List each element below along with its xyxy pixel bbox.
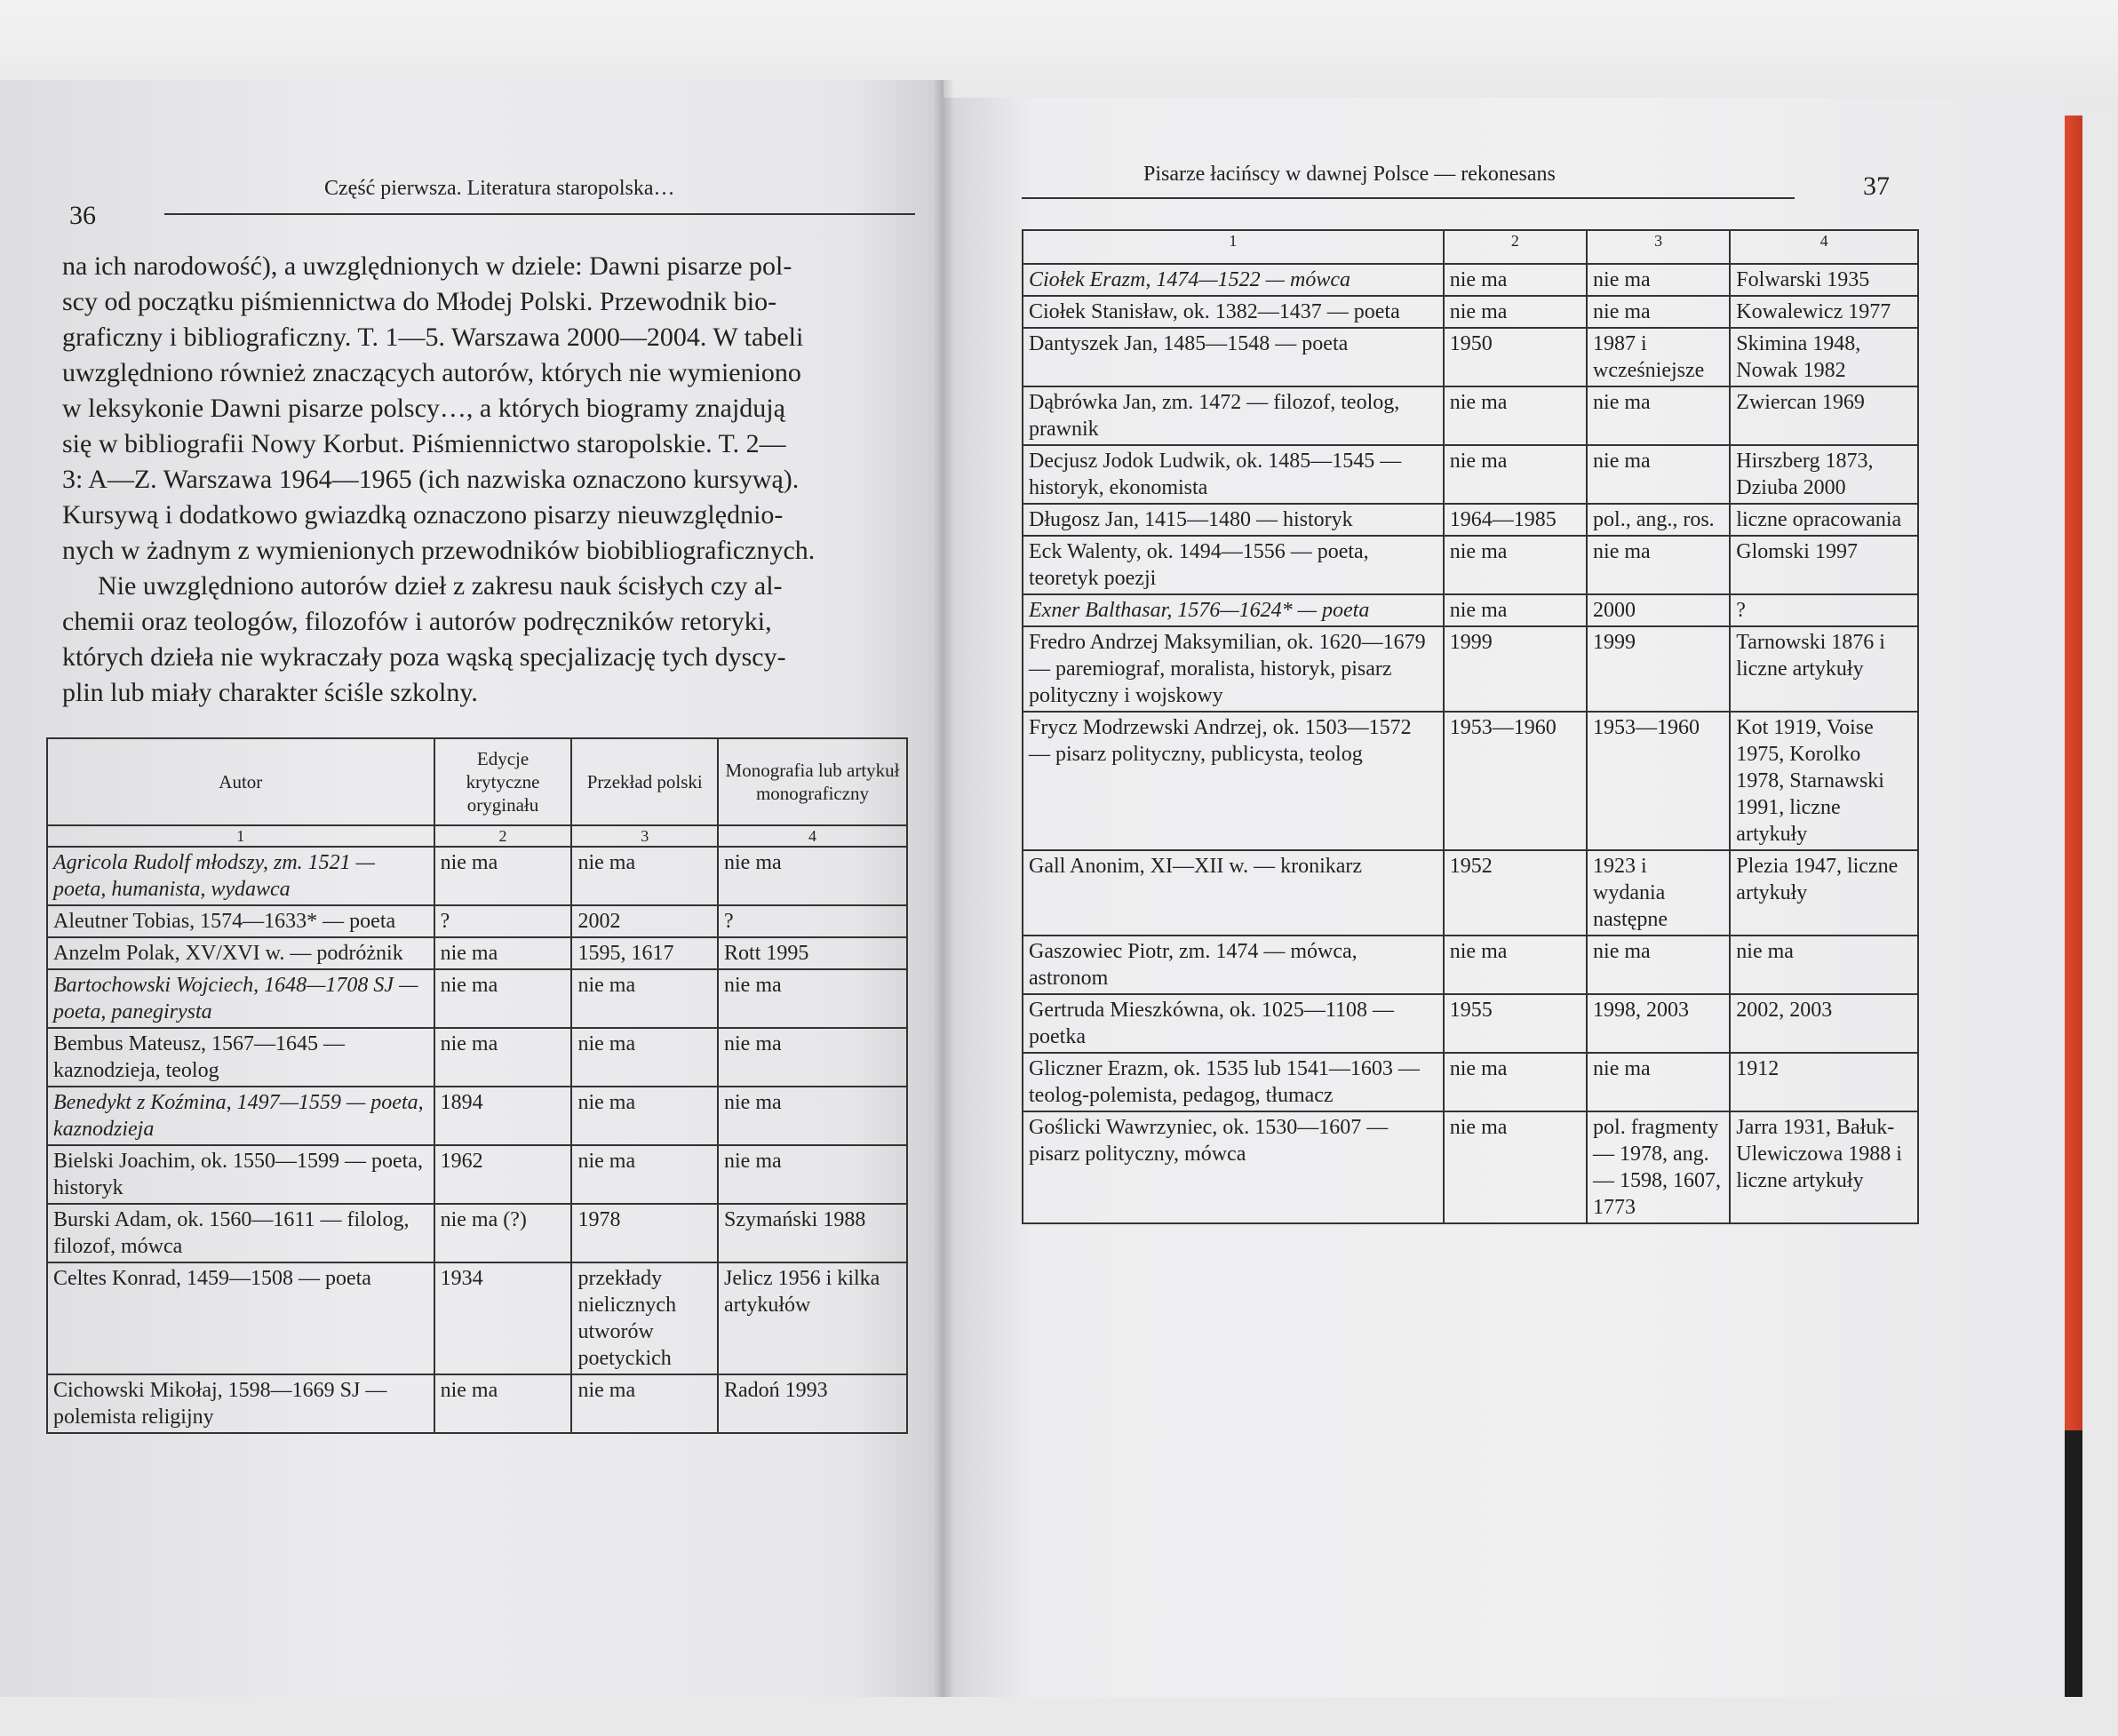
critical-edition-cell: nie ma (1444, 1111, 1587, 1223)
table-row (47, 1145, 907, 1204)
table-row (47, 1204, 907, 1262)
critical-edition-cell: nie ma (1444, 594, 1587, 626)
table-row (47, 937, 907, 969)
author-cell: Bielski Joachim, ok. 1550—1599 — poeta, historyk (47, 1145, 434, 1204)
monograph-cell: Plezia 1947, liczne artykuły (1730, 850, 1918, 936)
column-number: 4 (1730, 230, 1918, 264)
critical-edition-cell: nie ma (1444, 536, 1587, 594)
header-monograph: Monografia lub artykuł monograficzny (718, 738, 907, 825)
table-row (47, 1374, 907, 1433)
monograph-cell: nie ma (718, 1145, 907, 1204)
translation-cell: przekłady nielicznych utworów poetyckich (571, 1262, 718, 1374)
critical-edition-cell: nie ma (434, 937, 572, 969)
translation-cell: nie ma (571, 1145, 718, 1204)
author-cell: Goślicki Wawrzyniec, ok. 1530—1607 — pisarz polityczny, mówca (1023, 1111, 1444, 1223)
author-cell: Exner Balthasar, 1576—1624* — poeta (1023, 594, 1444, 626)
monograph-cell: Zwiercan 1969 (1730, 386, 1918, 445)
author-cell: Ciołek Stanisław, ok. 1382—1437 — poeta (1023, 296, 1444, 328)
table-row (1023, 504, 1918, 536)
critical-edition-cell: nie ma (434, 1028, 572, 1087)
column-number: 1 (47, 825, 434, 847)
monograph-cell: Kowalewicz 1977 (1730, 296, 1918, 328)
column-number: 2 (434, 825, 572, 847)
author-cell: Anzelm Polak, XV/XVI w. — podróżnik (47, 937, 434, 969)
column-number: 4 (718, 825, 907, 847)
table-row (1023, 712, 1918, 850)
translation-cell: nie ma (1587, 1053, 1730, 1111)
paragraph-line: się w bibliografii Nowy Korbut. Piśmiennictwo staropolskie. T. 2— (62, 429, 786, 458)
critical-edition-cell: 1952 (1444, 850, 1587, 936)
left-authors-table (46, 737, 908, 1434)
monograph-cell: Rott 1995 (718, 937, 907, 969)
column-number: 3 (571, 825, 718, 847)
critical-edition-cell: 1962 (434, 1145, 572, 1204)
monograph-cell: Jarra 1931, Bałuk-Ulewiczowa 1988 i liczne artykuły (1730, 1111, 1918, 1223)
critical-edition-cell: nie ma (434, 1374, 572, 1433)
translation-cell: nie ma (571, 969, 718, 1028)
table-row (1023, 1111, 1918, 1223)
paragraph-line: graficzny i bibliograficzny. T. 1—5. Warszawa 2000—2004. W tabeli (62, 323, 804, 352)
book-spine (933, 80, 954, 1697)
table-row (47, 1087, 907, 1145)
paragraph-line: których dzieła nie wykraczały poza wąską specjalizację tych dyscy- (62, 642, 786, 672)
author-cell: Dąbrówka Jan, zm. 1472 — filozof, teolog, prawnik (1023, 386, 1444, 445)
table-row (1023, 264, 1918, 296)
translation-cell: nie ma (571, 847, 718, 905)
paragraph-line: 3: A—Z. Warszawa 1964—1965 (ich nazwiska oznaczono kursywą). (62, 465, 800, 494)
author-cell: Burski Adam, ok. 1560—1611 — filolog, filozof, mówca (47, 1204, 434, 1262)
critical-edition-cell: 1894 (434, 1087, 572, 1145)
critical-edition-cell: nie ma (1444, 296, 1587, 328)
critical-edition-cell: nie ma (1444, 936, 1587, 994)
monograph-cell: Glomski 1997 (1730, 536, 1918, 594)
header-author: Autor (47, 738, 434, 825)
author-cell: Gertruda Mieszkówna, ok. 1025—1108 — poetka (1023, 994, 1444, 1053)
monograph-cell: nie ma (1730, 936, 1918, 994)
column-number-row (47, 825, 907, 847)
monograph-cell: 1912 (1730, 1053, 1918, 1111)
critical-edition-cell: nie ma (1444, 386, 1587, 445)
paragraph-line: Kursywą i dodatkowo gwiazdką oznaczono pisarzy nieuwzględnio- (62, 500, 784, 530)
translation-cell: nie ma (1587, 936, 1730, 994)
column-number: 1 (1023, 230, 1444, 264)
table-row (1023, 536, 1918, 594)
paragraph-line: nych w żadnym z wymienionych przewodników biobibliograficznych. (62, 536, 816, 565)
monograph-cell: nie ma (718, 847, 907, 905)
critical-edition-cell: 1964—1985 (1444, 504, 1587, 536)
translation-cell: nie ma (571, 1028, 718, 1087)
author-cell: Aleutner Tobias, 1574—1633* — poeta (47, 905, 434, 937)
translation-cell: 1953—1960 (1587, 712, 1730, 850)
table-row (1023, 594, 1918, 626)
critical-edition-cell: nie ma (1444, 1053, 1587, 1111)
translation-cell: 1923 i wydania następne (1587, 850, 1730, 936)
critical-edition-cell: 1999 (1444, 626, 1587, 712)
monograph-cell: Jelicz 1956 i kilka artykułów (718, 1262, 907, 1374)
translation-cell: 2000 (1587, 594, 1730, 626)
critical-edition-cell: 1955 (1444, 994, 1587, 1053)
critical-edition-cell: 1934 (434, 1262, 572, 1374)
critical-edition-cell: 1950 (1444, 328, 1587, 386)
critical-edition-cell: nie ma (1444, 445, 1587, 504)
critical-edition-cell: nie ma (?) (434, 1204, 572, 1262)
translation-cell: nie ma (1587, 386, 1730, 445)
right-header-rule (1022, 197, 1795, 199)
author-cell: Długosz Jan, 1415—1480 — historyk (1023, 504, 1444, 536)
author-cell: Benedykt z Koźmina, 1497—1559 — poeta, kaznodzieja (47, 1087, 434, 1145)
body-paragraph (62, 249, 933, 711)
monograph-cell: 2002, 2003 (1730, 994, 1918, 1053)
critical-edition-cell: nie ma (434, 969, 572, 1028)
translation-cell: nie ma (1587, 264, 1730, 296)
monograph-cell: nie ma (718, 1028, 907, 1087)
left-running-head: Część pierwsza. Literatura staropolska… (324, 177, 675, 200)
table-row (1023, 994, 1918, 1053)
translation-cell: pol. fragmenty — 1978, ang. — 1598, 1607, 1773 (1587, 1111, 1730, 1223)
table-row (1023, 1053, 1918, 1111)
critical-edition-cell: nie ma (434, 847, 572, 905)
author-cell: Bartochowski Wojciech, 1648—1708 SJ — poeta, panegirysta (47, 969, 434, 1028)
monograph-cell: Kot 1919, Voise 1975, Korolko 1978, Starnawski 1991, liczne artykuły (1730, 712, 1918, 850)
translation-cell: pol., ang., ros. (1587, 504, 1730, 536)
translation-cell: nie ma (1587, 445, 1730, 504)
paragraph-line: Nie uwzględniono autorów dzieł z zakresu nauk ścisłych czy al- (98, 571, 783, 601)
translation-cell: 1595, 1617 (571, 937, 718, 969)
paragraph-line: na ich narodowość), a uwzględnionych w dziele: Dawni pisarze pol- (62, 251, 792, 281)
author-cell: Agricola Rudolf młodszy, zm. 1521 — poeta, humanista, wydawca (47, 847, 434, 905)
right-page-number: 37 (1863, 171, 1890, 201)
table-row (47, 969, 907, 1028)
monograph-cell: Tarnowski 1876 i liczne artykuły (1730, 626, 1918, 712)
table-row (47, 1028, 907, 1087)
translation-cell: 2002 (571, 905, 718, 937)
paragraph-line: uwzględniono również znaczących autorów, których nie wymieniono (62, 358, 801, 387)
author-cell: Gliczner Erazm, ok. 1535 lub 1541—1603 — teolog-polemista, pedagog, tłumacz (1023, 1053, 1444, 1111)
table-row (47, 1262, 907, 1374)
author-cell: Gaszowiec Piotr, zm. 1474 — mówca, astronom (1023, 936, 1444, 994)
translation-cell: nie ma (571, 1374, 718, 1433)
author-cell: Eck Walenty, ok. 1494—1556 — poeta, teoretyk poezji (1023, 536, 1444, 594)
author-cell: Gall Anonim, XI—XII w. — kronikarz (1023, 850, 1444, 936)
column-number-row (1023, 230, 1918, 264)
monograph-cell: Radoń 1993 (718, 1374, 907, 1433)
author-cell: Ciołek Erazm, 1474—1522 — mówca (1023, 264, 1444, 296)
author-cell: Bembus Mateusz, 1567—1645 — kaznodzieja, teolog (47, 1028, 434, 1087)
table-row (1023, 445, 1918, 504)
monograph-cell: nie ma (718, 1087, 907, 1145)
monograph-cell: Folwarski 1935 (1730, 264, 1918, 296)
translation-cell: nie ma (1587, 296, 1730, 328)
paragraph-line: scy od początku piśmiennictwa do Młodej Polski. Przewodnik bio- (62, 287, 777, 316)
translation-cell: nie ma (571, 1087, 718, 1145)
left-page-number: 36 (69, 201, 96, 230)
table-row (47, 847, 907, 905)
translation-cell: 1998, 2003 (1587, 994, 1730, 1053)
author-cell: Fredro Andrzej Maksymilian, ok. 1620—1679 — paremiograf, moralista, historyk, pisarz polityczny i wojskowy (1023, 626, 1444, 712)
paragraph-line: chemii oraz teologów, filozofów i autorów podręczników retoryki, (62, 607, 772, 636)
monograph-cell: liczne opracowania (1730, 504, 1918, 536)
critical-edition-cell: ? (434, 905, 572, 937)
header-critical-editions: Edycje krytyczne oryginału (434, 738, 572, 825)
left-header-rule (164, 213, 915, 215)
author-cell: Celtes Konrad, 1459—1508 — poeta (47, 1262, 434, 1374)
table-row (47, 905, 907, 937)
critical-edition-cell: 1953—1960 (1444, 712, 1587, 850)
column-number: 3 (1587, 230, 1730, 264)
right-running-head: Pisarze łacińscy w dawnej Polsce — rekonesans (1143, 163, 1556, 186)
translation-cell: 1999 (1587, 626, 1730, 712)
header-polish-translation: Przekład polski (571, 738, 718, 825)
paragraph-line: w leksykonie Dawni pisarze polscy…, a których biogramy znajdują (62, 394, 785, 423)
column-number: 2 (1444, 230, 1587, 264)
paragraph-line: plin lub miały charakter ściśle szkolny. (62, 678, 478, 707)
author-cell: Cichowski Mikołaj, 1598—1669 SJ — polemista religijny (47, 1374, 434, 1433)
translation-cell: 1978 (571, 1204, 718, 1262)
monograph-cell: nie ma (718, 969, 907, 1028)
right-authors-table (1022, 229, 1919, 1224)
table-header-row (47, 738, 907, 825)
monograph-cell: Hirszberg 1873, Dziuba 2000 (1730, 445, 1918, 504)
monograph-cell: Skimina 1948, Nowak 1982 (1730, 328, 1918, 386)
critical-edition-cell: nie ma (1444, 264, 1587, 296)
table-row (1023, 386, 1918, 445)
table-row (1023, 626, 1918, 712)
monograph-cell: ? (718, 905, 907, 937)
table-row (1023, 328, 1918, 386)
translation-cell: 1987 i wcześniejsze (1587, 328, 1730, 386)
monograph-cell: ? (1730, 594, 1918, 626)
author-cell: Frycz Modrzewski Andrzej, ok. 1503—1572 — pisarz polityczny, publicysta, teolog (1023, 712, 1444, 850)
author-cell: Decjusz Jodok Ludwik, ok. 1485—1545 — historyk, ekonomista (1023, 445, 1444, 504)
author-cell: Dantyszek Jan, 1485—1548 — poeta (1023, 328, 1444, 386)
translation-cell: nie ma (1587, 536, 1730, 594)
table-row (1023, 936, 1918, 994)
table-row (1023, 850, 1918, 936)
table-row (1023, 296, 1918, 328)
monograph-cell: Szymański 1988 (718, 1204, 907, 1262)
